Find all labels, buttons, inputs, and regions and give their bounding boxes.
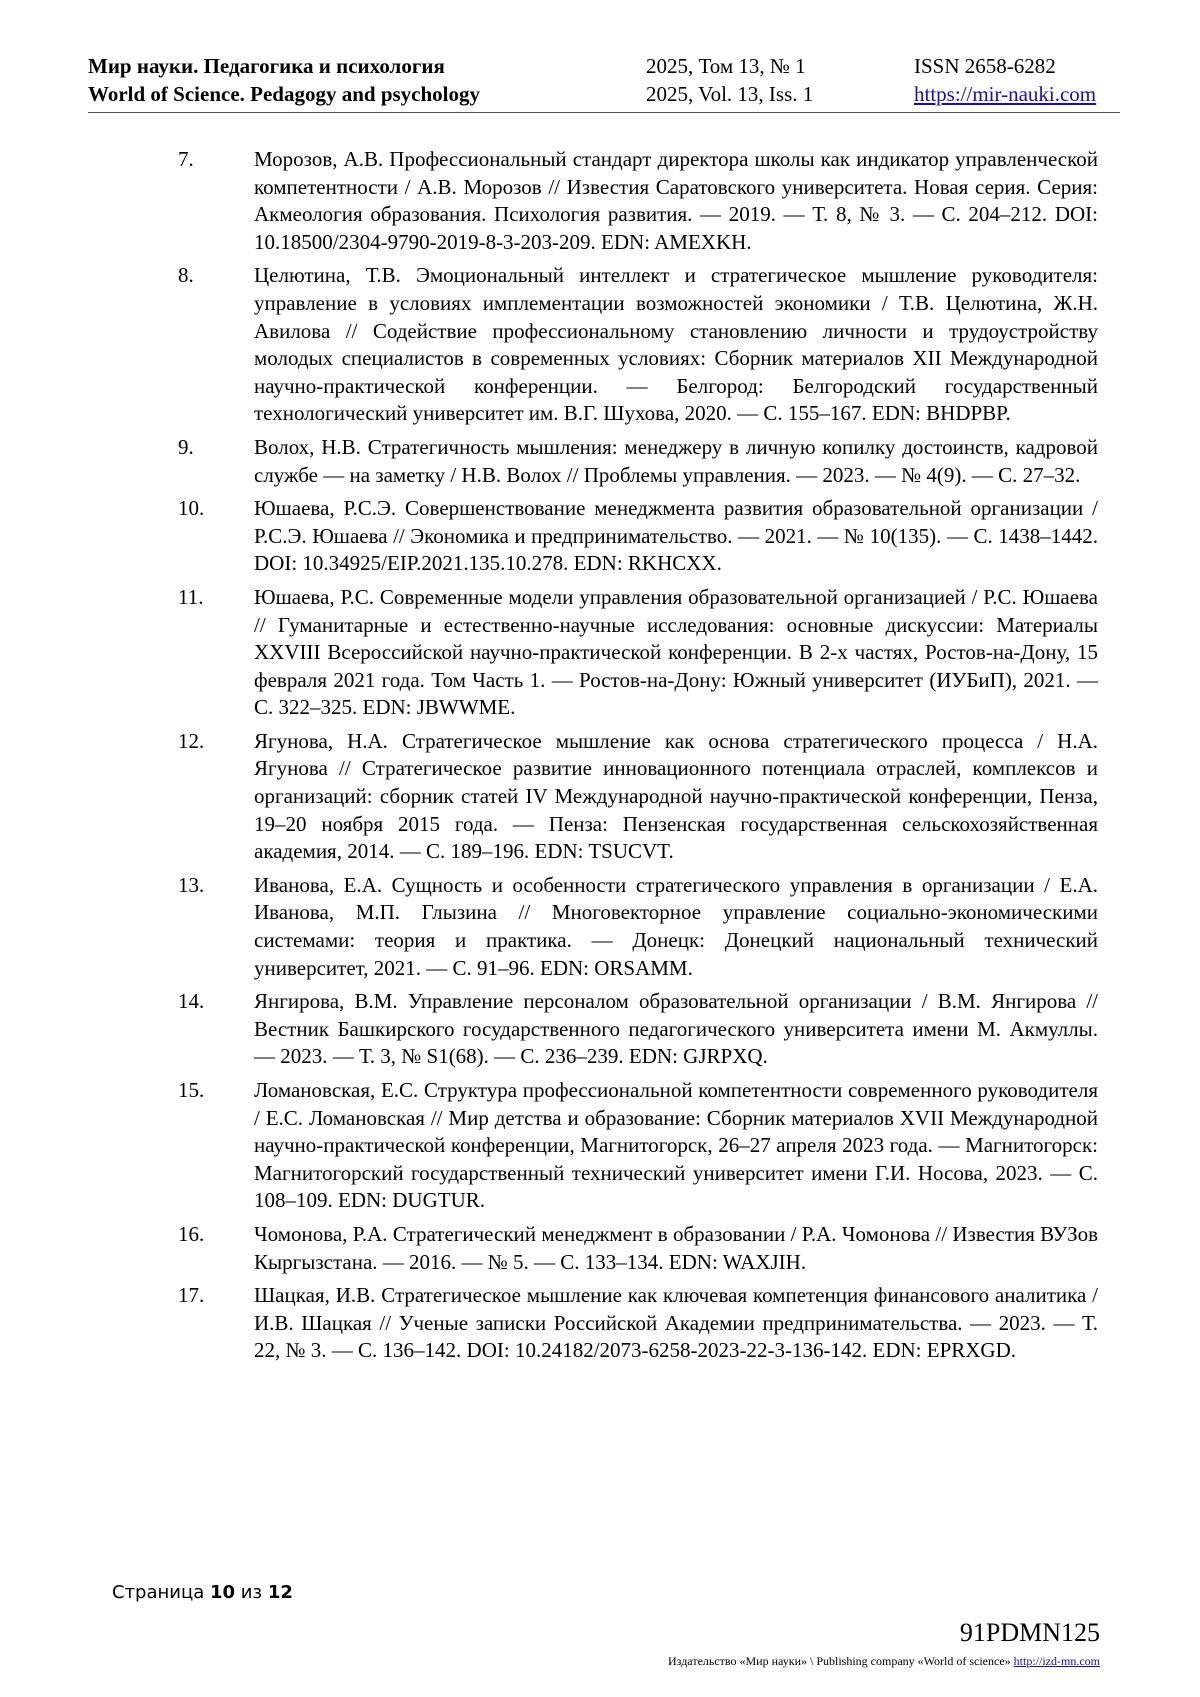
reference-list [178,146,1098,1371]
issue-block [646,52,813,108]
issue-ru: 2025, Том 13, № 1 [646,54,806,78]
reference-text: Иванова, Е.А. Сущность и особенности стратегического управления в организации / Е.А. Иванова, М.П. Глызина // Многовекторное управление социально-экономическими системами: теория и практика. — Донецк: Донецкий национальный технический университет, 2021. — С. 91–96. EDN: ORSAMM. [254,872,1098,980]
journal-title-ru: Мир науки. Педагогика и психология [88,54,445,78]
publisher-text: Издательство «Мир науки» \ Publishing company «World of science» [668,1654,1011,1668]
reference-text: Юшаева, Р.С. Современные модели управления образовательной организацией / Р.С. Юшаева // Гуманитарные и естественно-научные исследования: основные дискуссии: Материалы XXVIII Всероссийской научно-практической конференции. В 2-х частях, Ростов-на-Дону, 15 февраля 2021 года. Том Часть 1. — Ростов-на-Дону: Южный университет (ИУБиП), 2021. — С. 322–325. EDN: JBWWME. [254,584,1098,720]
publisher-line [668,1654,1100,1669]
page-total: 12 [267,1582,293,1603]
page-separator: из [240,1582,263,1603]
reference-number: 17. [178,1283,205,1308]
issn: ISSN 2658-6282 [914,54,1056,78]
reference-item [178,434,1098,489]
reference-item [178,262,1098,428]
reference-number: 15. [178,1078,205,1102]
reference-item [178,728,1098,866]
reference-text: Волох, Н.В. Стратегичность мышления: менеджеру в личную копилку достоинств, кадровой службе — на заметку / Н.В. Волох // Проблемы управления. — 2023. — № 4(9). — С. 27–32. [254,434,1098,487]
reference-item [178,1221,1098,1276]
reference-number: 14. [178,989,205,1014]
journal-title-en: World of Science. Pedagogy and psychology [88,82,481,106]
journal-url-link[interactable]: https://mir-nauki.com [914,82,1097,106]
reference-text: Морозов, А.В. Профессиональный стандарт директора школы как индикатор управленческой компетентности / А.В. Морозов // Известия Саратовского университета. Новая серия. Серия: Акмеология образования. Психология развития. — 2019. — Т. 8, № 3. — С. 204–212. DOI: 10.18500/2304-9790-2019-8-3-203-209. EDN: AMEXKH. [254,147,1098,254]
reference-text: Янгирова, В.М. Управление персоналом образовательной организации / В.М. Янгирова // Вестник Башкирского государственного педагогического университета имени М. Акмуллы. — 2023. — Т. 3, № S1(68). — С. 236–239. EDN: GJRPXQ. [254,989,1098,1069]
reference-number: 11. [178,584,204,609]
article-code: 91PDMN125 [959,1618,1100,1647]
reference-text: Ломановская, Е.С. Структура профессиональной компетентности современного руководителя / Е.С. Ломановская // Мир детства и образование: Сборник материалов XVII Международной научно-практической конференции, Магнитогорск, 26–27 апреля 2023 года. — Магнитогорск: Магнитогорский государственный технический университет имени Г.И. Носова, 2023. — С. 108–109. EDN: DUGTUR. [254,1078,1098,1213]
reference-item [178,988,1098,1071]
reference-number: 10. [178,496,205,521]
reference-item [178,872,1098,982]
publisher-link[interactable]: http://izd-mn.com [1013,1654,1100,1668]
reference-item [178,584,1098,722]
reference-item [178,146,1098,256]
page-header [88,52,1120,113]
issn-block [914,52,1096,108]
page-current: 10 [210,1582,236,1603]
reference-item [178,1282,1098,1365]
issue-en: 2025, Vol. 13, Iss. 1 [646,82,814,106]
reference-number: 16. [178,1221,205,1246]
journal-title-block [88,52,480,108]
reference-text: Шацкая, И.В. Стратегическое мышление как ключевая компетенция финансового аналитика / И.В. Шацкая // Ученые записки Российской Академии предпринимательства. — 2023. — Т. 22, № 3. — С. 136–142. DOI: 10.24182/2073-6258-2023-22-3-136-142. EDN: EPRXGD. [254,1283,1098,1363]
reference-item [178,495,1098,578]
reference-text: Целютина, Т.В. Эмоциональный интеллект и стратегическое мышление руководителя: управление в условиях имплементации возможностей экономики / Т.В. Целютина, Ж.Н. Авилова // Содействие профессиональному становлению личности и трудоустройству молодых специалистов в современных условиях: Сборник материалов XII Международной научно-практической конференции. — Белгород: Белгородский государственный технологический университет им. В.Г. Шухова, 2020. — С. 155–167. EDN: BHDPBP. [254,263,1098,426]
page-prefix: Страница [112,1582,205,1603]
reference-number: 13. [178,872,205,897]
reference-number: 12. [178,728,205,753]
reference-text: Юшаева, Р.С.Э. Совершенствование менеджмента развития образовательной организации / Р.С.Э. Юшаева // Экономика и предпринимательство. — 2021. — № 10(135). — С. 1438–1442. DOI: 10.34925/EIP.2021.135.10.278. EDN: RKHCXX. [254,496,1098,576]
page-counter [112,1582,293,1603]
reference-number: 7. [178,147,194,171]
reference-text: Чомонова, Р.А. Стратегический менеджмент в образовании / Р.А. Чомонова // Известия ВУЗов Кыргызстана. — 2016. — № 5. — С. 133–134. EDN: WAXJIH. [254,1221,1098,1274]
reference-item [178,1077,1098,1215]
reference-number: 8. [178,263,194,288]
reference-number: 9. [178,434,194,459]
reference-text: Ягунова, Н.А. Стратегическое мышление как основа стратегического процесса / Н.А. Ягунова // Стратегическое развитие инновационного потенциала отраслей, комплексов и организаций: сборник статей IV Международной научно-практической конференции, Пенза, 19–20 ноября 2015 года. — Пенза: Пензенская государственная сельскохозяйственная академия, 2014. — С. 189–196. EDN: TSUCVT. [254,728,1098,864]
